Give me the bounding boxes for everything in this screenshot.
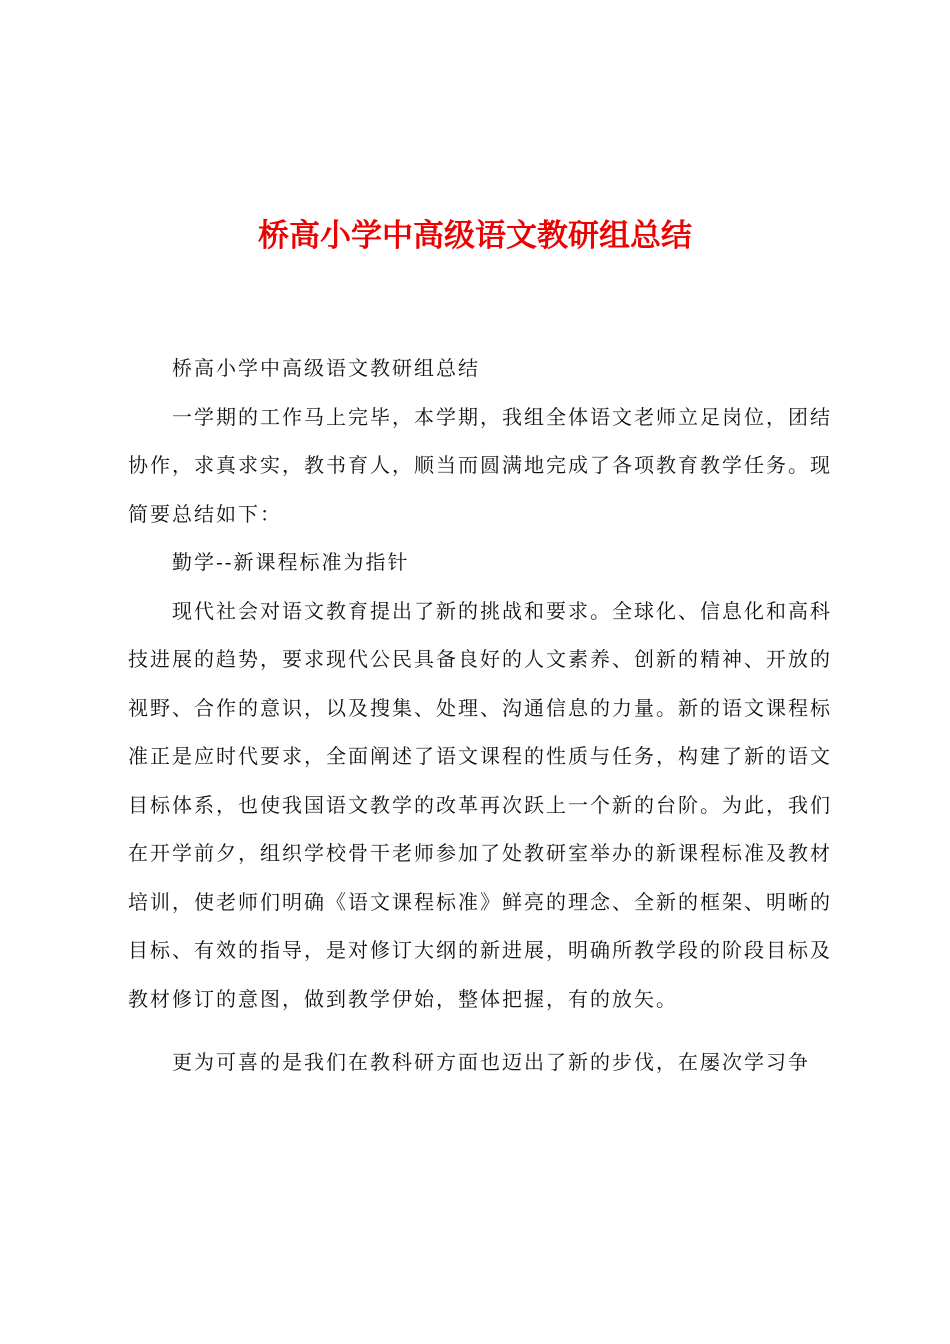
paragraph-section-heading: 勤学--新课程标准为指针 bbox=[172, 550, 410, 574]
paragraph-main: 现代社会对语文教育提出了新的挑战和要求。全球化、信息化和高科技进展的趋势，要求现代公民具备良好的人文素养、创新的精神、开放的视野、合作的意识，以及搜集、处理、沟通信息的力量。新的语文课程标准正是应时代要求，全面阐述了语文课程的性质与任务，构建了新的语文目标体系，也使我国语文教学的改革再次跃上一个新的台阶。为此，我们在开学前夕，组织学校骨干老师参加了处教研室举办的新课程标准及教材培训，使老师们明确《语文课程标准》鲜亮的理念、全新的框架、明晰的目标、有效的指导，是对修订大纲的新进展，明确所教学段的阶段目标及教材修订的意图，做到教学伊始，整体把握，有的放矢。 bbox=[128, 598, 832, 1011]
paragraph-continued: 更为可喜的是我们在教科研方面也迈出了新的步伐，在屡次学习争 bbox=[172, 1050, 810, 1074]
paragraph-intro: 一学期的工作马上完毕，本学期，我组全体语文老师立足岗位，团结协作，求真求实，教书育人，顺当而圆满地完成了各项教育教学任务。现简要总结如下： bbox=[128, 404, 832, 526]
paragraph-heading: 桥高小学中高级语文教研组总结 bbox=[172, 356, 480, 380]
document-body bbox=[128, 344, 832, 1087]
document-title: 桥高小学中高级语文教研组总结 bbox=[258, 218, 692, 254]
